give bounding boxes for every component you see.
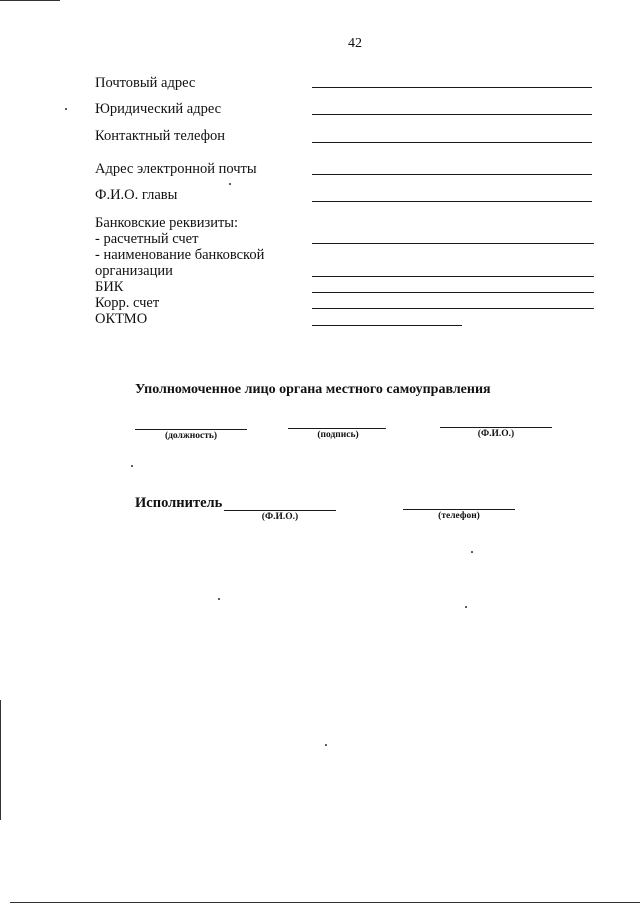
legal-address-line[interactable] (312, 114, 592, 115)
scan-speck (471, 551, 473, 553)
oktmo-line[interactable] (312, 325, 462, 326)
authorized-name-caption: (Ф.И.О.) (477, 429, 515, 439)
head-name-line[interactable] (312, 201, 592, 202)
bank-name-label: - наименование банковской (95, 247, 265, 263)
email-line[interactable] (312, 174, 592, 175)
bik-label: БИК (95, 279, 124, 295)
bank-name-line[interactable] (312, 276, 594, 277)
scan-speck (465, 606, 467, 608)
executor-name-line[interactable] (224, 510, 336, 511)
oktmo-label: ОКТМО (95, 311, 148, 327)
account-number-label: - расчетный счет (95, 231, 199, 247)
scan-edge-left (0, 700, 1, 820)
scan-speck (65, 108, 67, 110)
contact-phone-line[interactable] (312, 142, 592, 143)
executor-label: Исполнитель (135, 495, 223, 511)
corr-account-line[interactable] (312, 308, 594, 309)
bank-details-label: Банковские реквизиты: (95, 215, 239, 231)
signature-line[interactable] (288, 428, 386, 429)
executor-name-caption: (Ф.И.О.) (261, 512, 299, 522)
signature-caption: (подпись) (317, 430, 359, 440)
bank-name-label-cont: организации (95, 263, 173, 279)
contact-phone-label: Контактный телефон (95, 128, 226, 144)
executor-phone-caption: (телефон) (438, 511, 480, 521)
head-name-label: Ф.И.О. главы (95, 187, 178, 203)
scan-speck (325, 744, 327, 746)
email-label: Адрес электронной почты (95, 161, 257, 177)
authorized-name-line[interactable] (440, 427, 552, 428)
position-line[interactable] (135, 429, 247, 430)
bik-line[interactable] (312, 292, 594, 293)
scan-edge-top (0, 0, 60, 1)
postal-address-line[interactable] (312, 87, 592, 88)
page-number: 42 (348, 36, 362, 51)
authorized-heading: Уполномоченное лицо органа местного самоуправления (135, 382, 491, 397)
scan-speck (131, 465, 133, 467)
corr-account-label: Корр. счет (95, 295, 160, 311)
scan-speck (229, 183, 231, 185)
scan-edge-bottom (10, 902, 640, 903)
scan-speck (218, 598, 220, 600)
executor-phone-line[interactable] (403, 509, 515, 510)
postal-address-label: Почтовый адрес (95, 75, 196, 91)
position-caption: (должность) (164, 431, 218, 441)
account-number-line[interactable] (312, 243, 594, 244)
legal-address-label: Юридический адрес (95, 101, 222, 117)
